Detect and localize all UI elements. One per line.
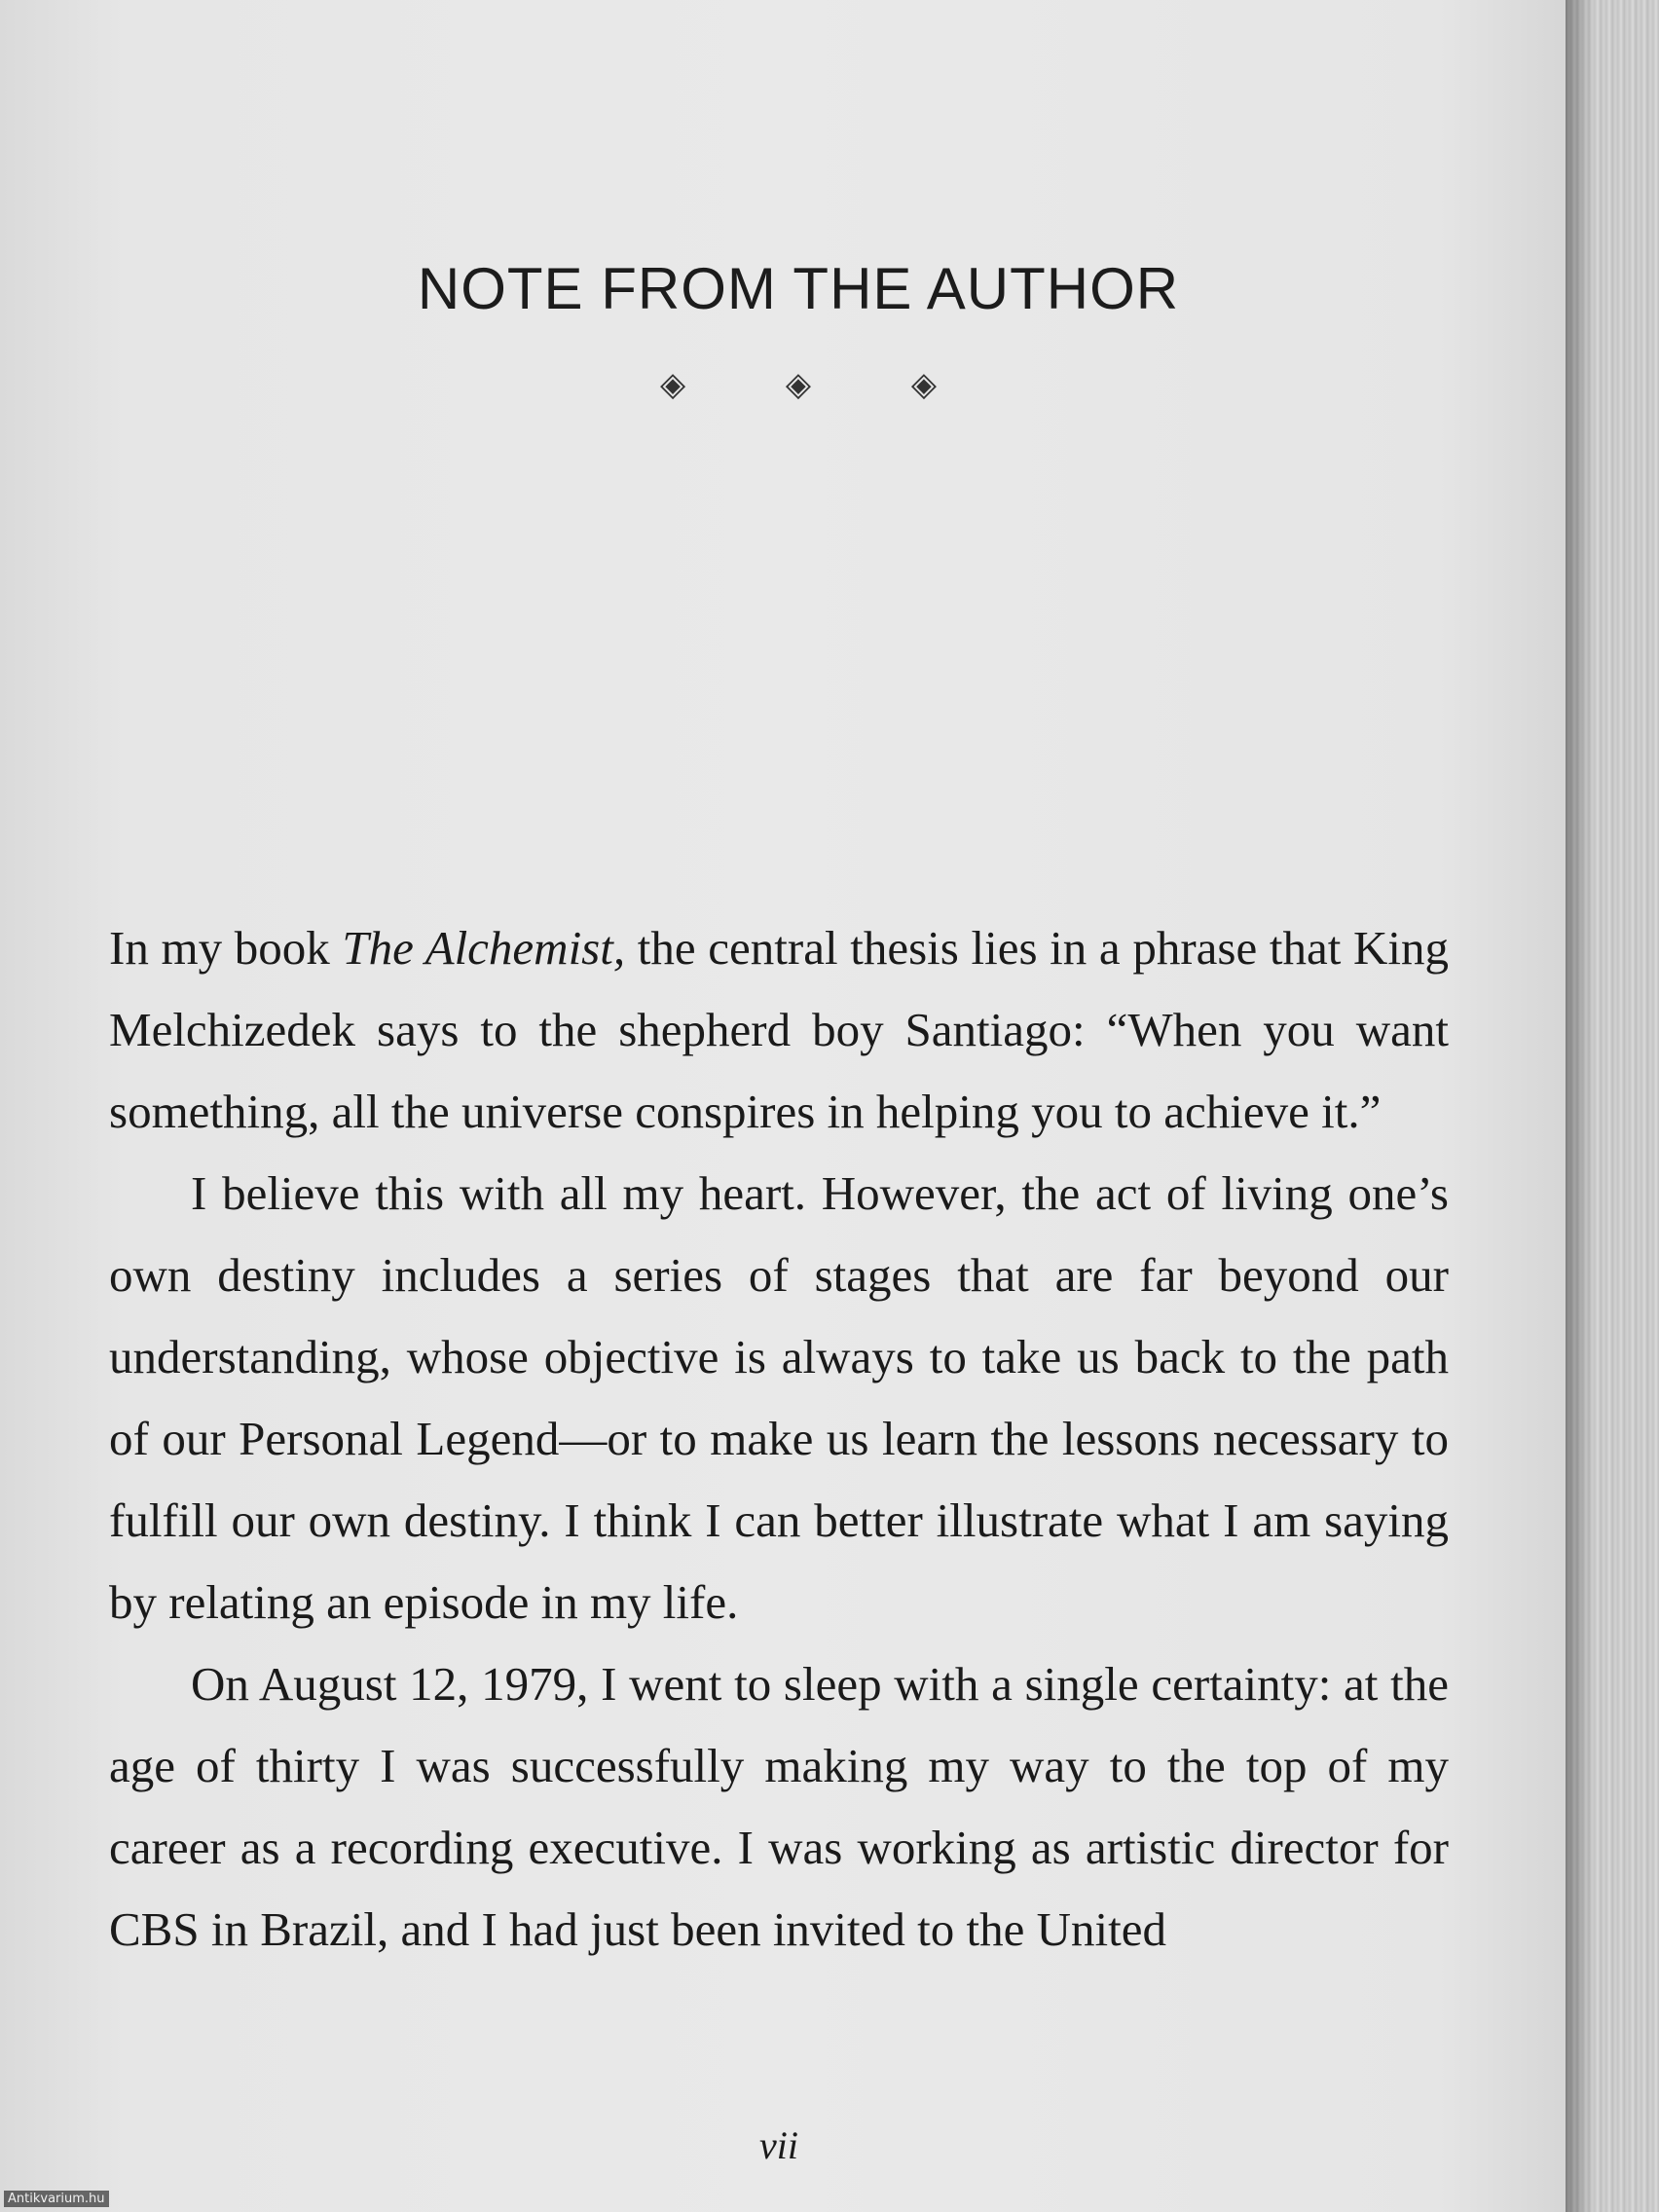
chapter-title: NOTE FROM THE AUTHOR [417, 256, 1180, 321]
paragraph-1-after: the central thesis lies in a phrase that King Melchizedek says to the shepherd boy Santiago: “When you want something, all the universe conspires in helping you to achieve it.” [109, 921, 1449, 1138]
watermark-label: Antikvarium.hu [4, 2191, 109, 2207]
body-text [109, 907, 1449, 1971]
page-edge-shadow [1566, 0, 1659, 2212]
paragraph-3: On August 12, 1979, I went to sleep with a single certainty: at the age of thirty I was successfully making my way to the top of my career as a recording executive. I was working as artistic director for CBS in Brazil, and I had just been invited to the United [109, 1657, 1449, 1956]
paragraph-1 [109, 907, 1449, 1153]
ornament-divider: ◈ ◈ ◈ [659, 365, 982, 404]
book-title-italic: The Alchemist, [342, 921, 626, 975]
page-number: vii [759, 2123, 798, 2167]
paragraph-2: I believe this with all my heart. However, the act of living one’s own destiny includes a series of stages that are far beyond our understanding, whose objective is always to take us back to the path of our Personal Legend—or to make us learn the lessons necessary to fulfill our own destiny. I think I can better illustrate what I am saying by relating an episode in my life. [109, 1166, 1449, 1629]
paragraph-1-before: In my book [109, 921, 343, 975]
